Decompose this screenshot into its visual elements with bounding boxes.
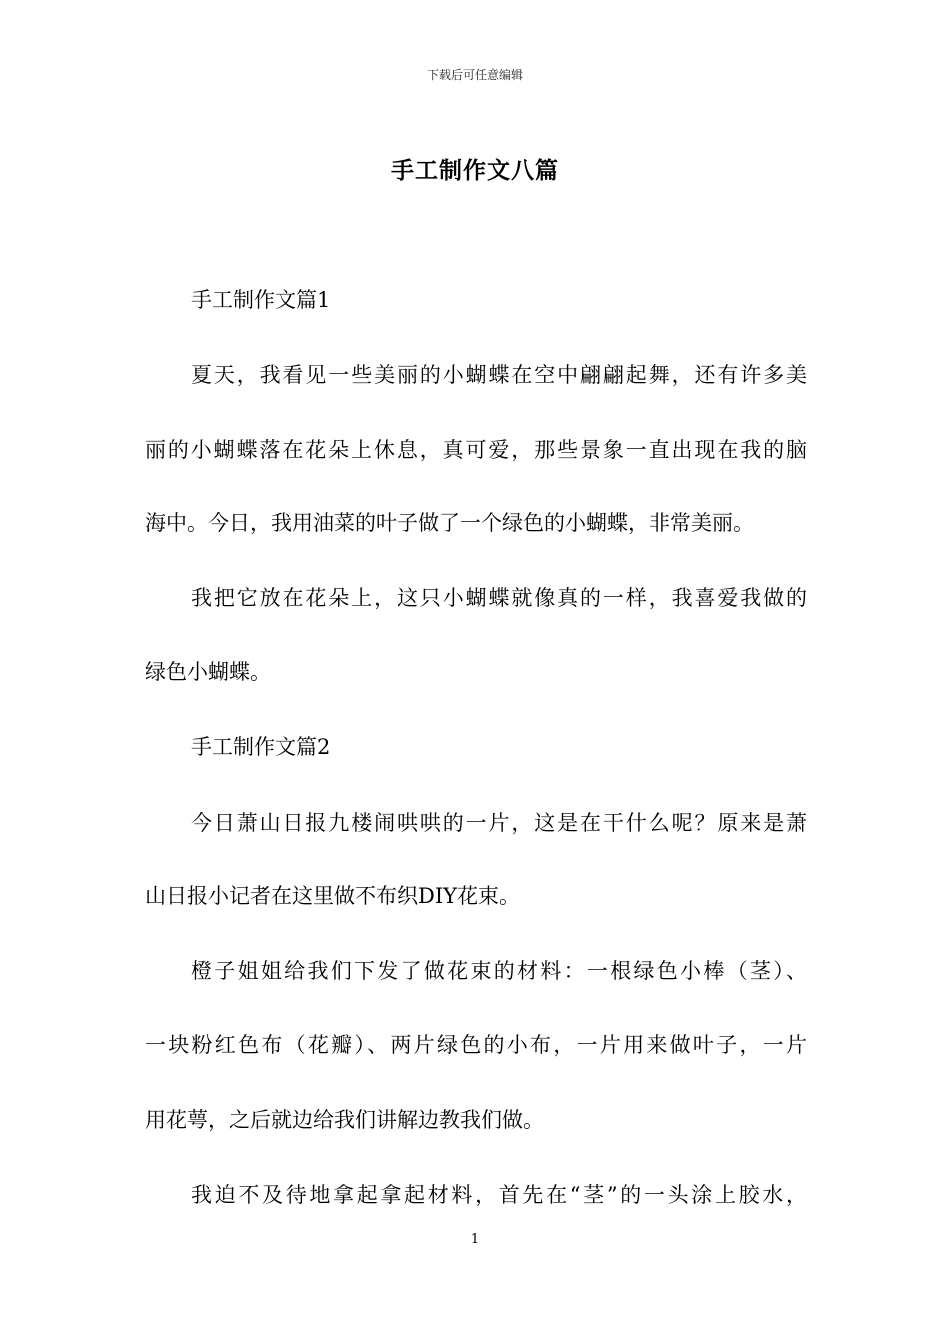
- text-line: 我迫不及待地拿起拿起材料，首先在“茎”的一头涂上胶水，: [191, 1183, 807, 1207]
- text-line: 手工制作文篇1: [191, 288, 331, 312]
- text-line: 夏天，我看见一些美丽的小蝴蝶在空中翩翩起舞，还有许多美: [191, 363, 807, 387]
- text-line: 我把它放在花朵上，这只小蝴蝶就像真的一样，我喜爱我做的: [191, 586, 807, 610]
- page-number: 1: [470, 1232, 480, 1247]
- text-line: 用花萼，之后就边给我们讲解边教我们做。: [145, 1108, 544, 1132]
- text-line: 绿色小蝴蝶。: [145, 660, 271, 684]
- header-note: 下载后可任意编辑: [426, 68, 523, 82]
- text-line: 山日报小记者在这里做不布织DIY花束。: [145, 884, 520, 908]
- text-line: 丽的小蝴蝶落在花朵上休息，真可爱，那些景象一直出现在我的脑: [145, 438, 807, 462]
- text-line: 今日萧山日报九楼闹哄哄的一片，这是在干什么呢？原来是萧: [191, 811, 807, 835]
- text-line: 手工制作文篇2: [191, 735, 331, 759]
- text-line: 一块粉红色布（花瓣）、两片绿色的小布，一片用来做叶子，一片: [145, 1033, 807, 1057]
- text-line: 海中。今日，我用油菜的叶子做了一个绿色的小蝴蝶，非常美丽。: [145, 511, 754, 535]
- text-line: 橙子姐姐给我们下发了做花束的材料：一根绿色小棒（茎）、: [191, 959, 807, 983]
- document-title: 手工制作文八篇: [391, 157, 559, 184]
